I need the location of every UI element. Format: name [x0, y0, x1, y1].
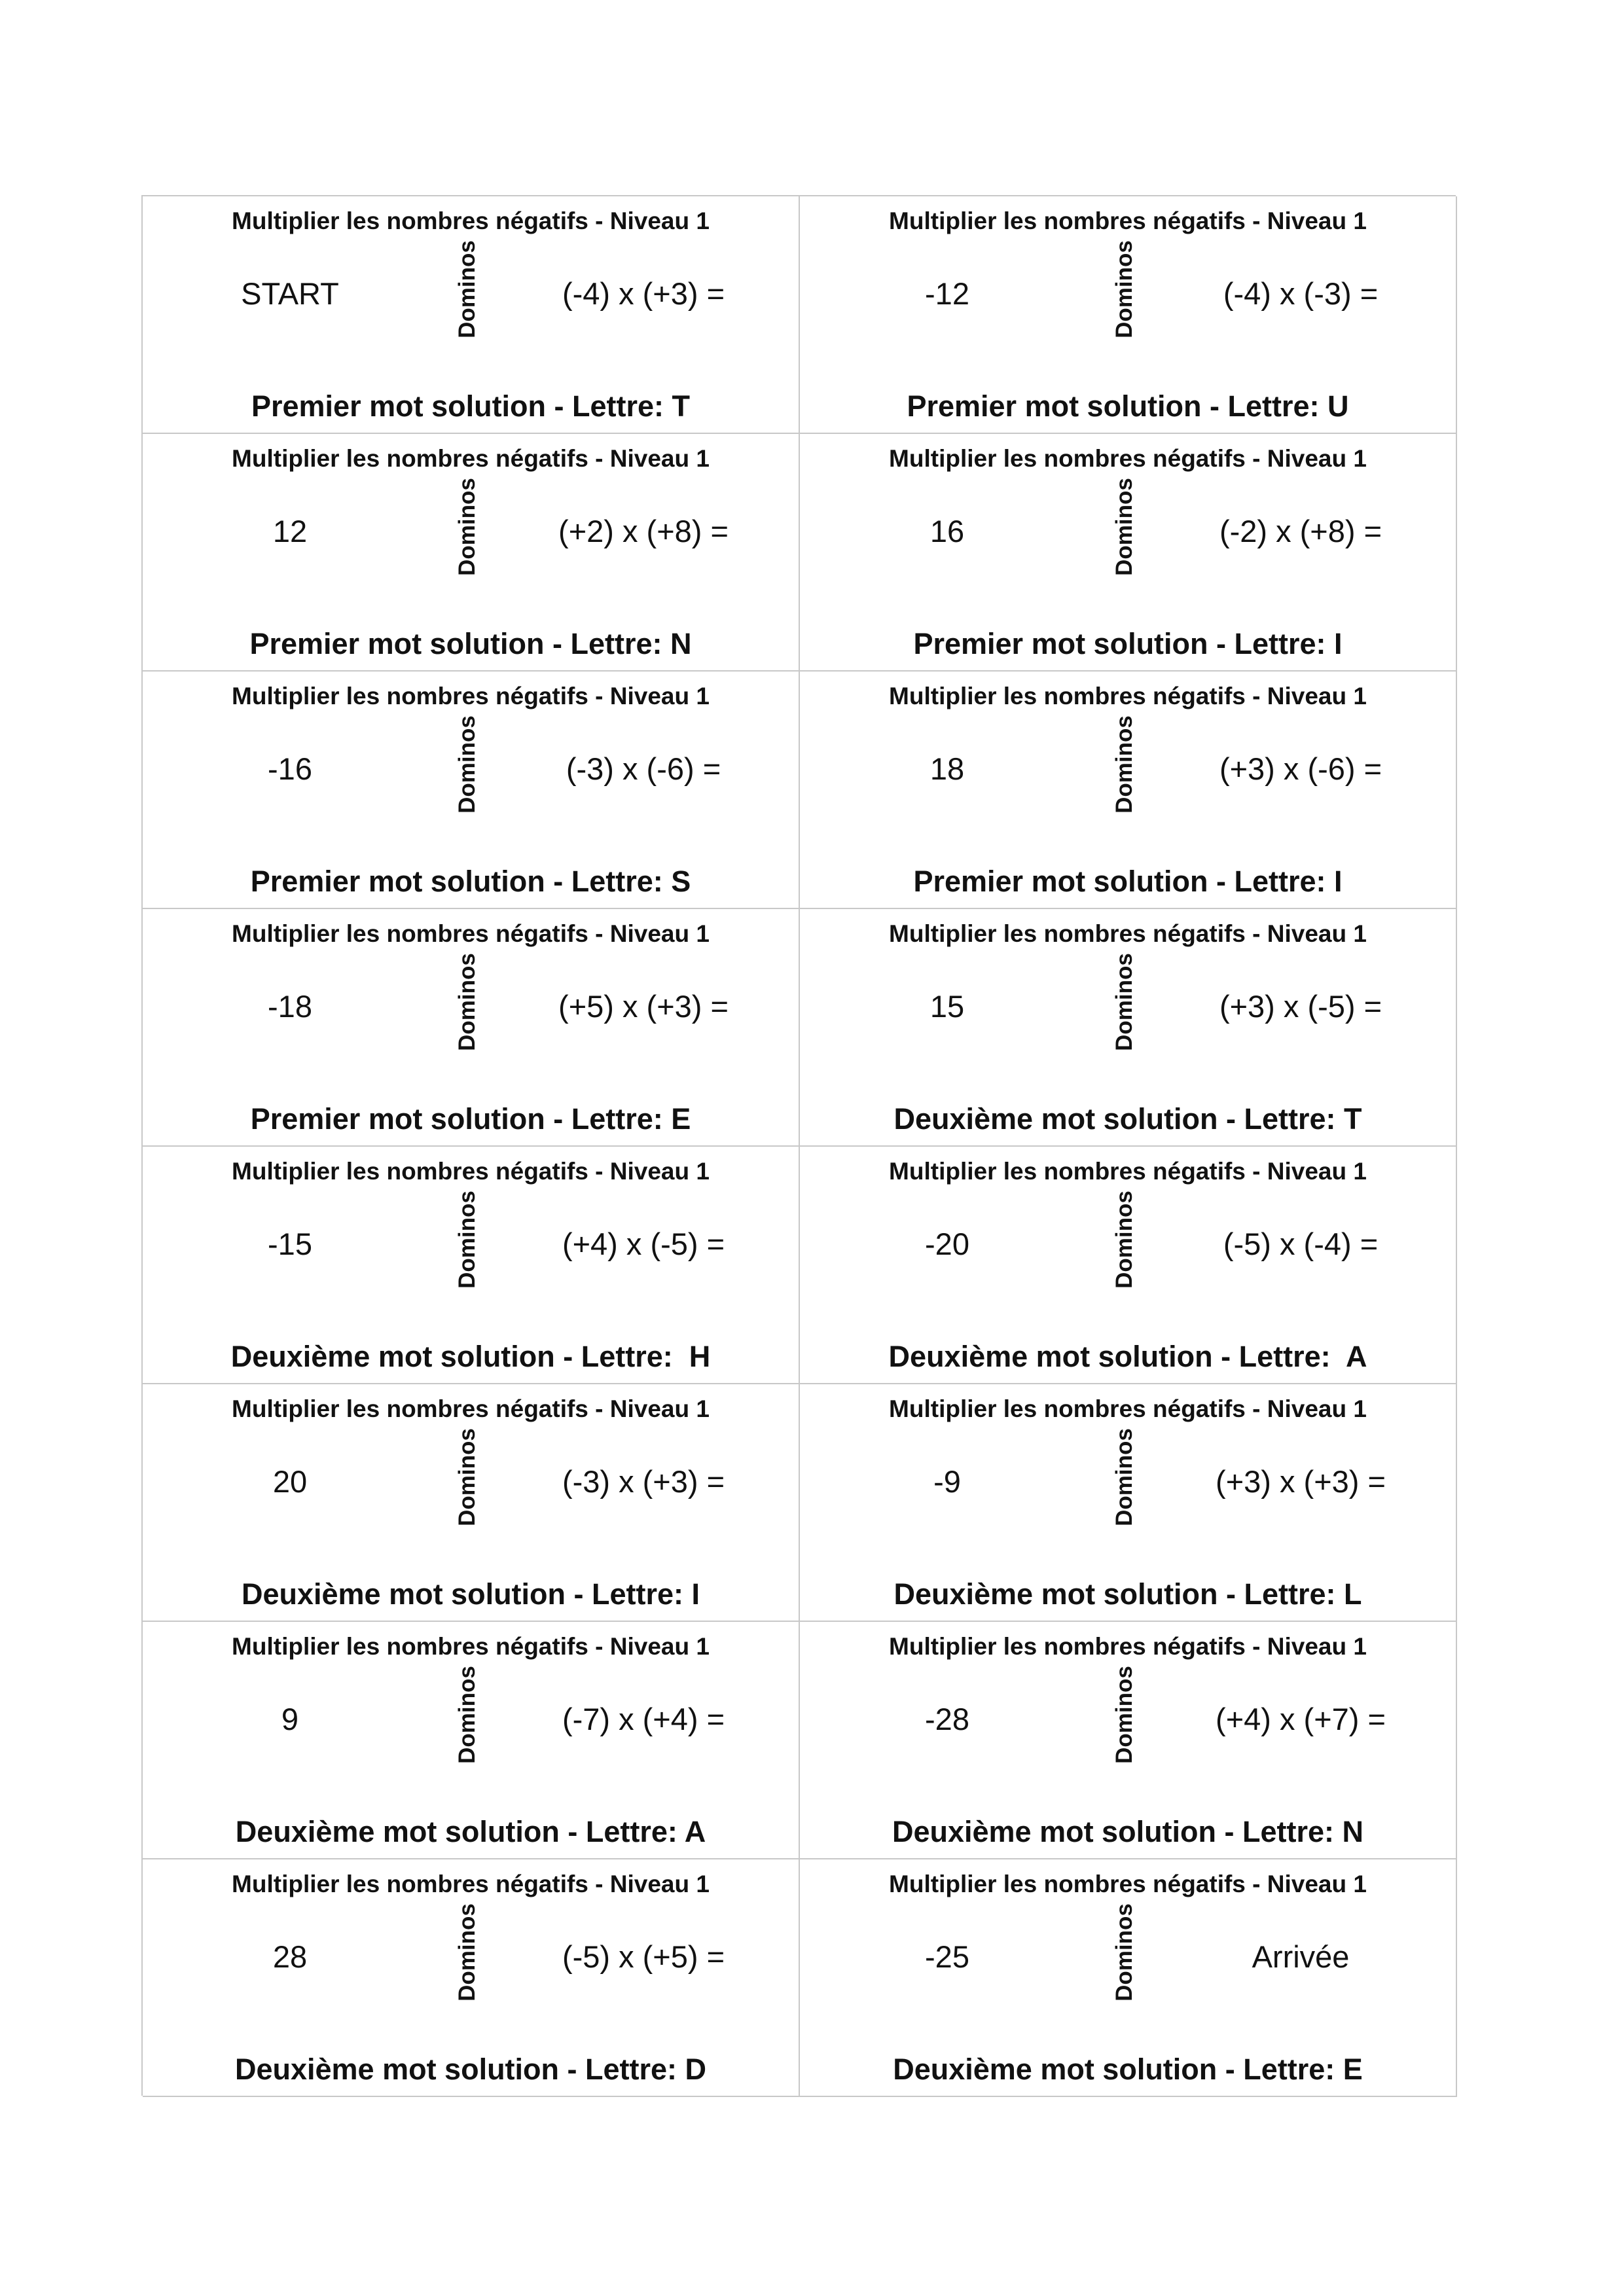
card-footer: Deuxième mot solution - Lettre: N	[892, 1815, 1364, 1848]
card-footer: Premier mot solution - Lettre: U	[907, 389, 1349, 423]
card-question: (-2) x (+8) =	[1219, 514, 1382, 548]
card-spine-label: Dominos	[454, 1191, 480, 1289]
domino-card	[143, 1147, 800, 1384]
domino-card	[800, 672, 1457, 909]
domino-card	[800, 1147, 1457, 1384]
card-answer: 28	[272, 1939, 308, 1974]
card-answer: 9	[281, 1702, 299, 1736]
card-footer: Deuxième mot solution - Lettre: I	[241, 1577, 700, 1611]
card-footer: Deuxième mot solution - Lettre: H	[230, 1340, 711, 1373]
card-spine-label: Dominos	[1111, 953, 1137, 1051]
domino-card	[143, 1384, 800, 1622]
card-footer: Premier mot solution - Lettre: I	[913, 627, 1343, 660]
card-footer: Deuxième mot solution - Lettre: A	[888, 1340, 1367, 1373]
card-spine-label: Dominos	[1111, 1903, 1137, 2001]
domino-card	[143, 909, 800, 1147]
card-header: Multiplier les nombres négatifs - Niveau 1	[232, 920, 710, 947]
card-question: Arrivée	[1252, 1939, 1350, 1974]
card-footer: Premier mot solution - Lettre: I	[913, 865, 1343, 898]
card-answer: -28	[925, 1702, 969, 1736]
card-header: Multiplier les nombres négatifs - Niveau 1	[232, 1395, 710, 1422]
card-header: Multiplier les nombres négatifs - Niveau 1	[889, 445, 1367, 472]
domino-card	[143, 196, 800, 434]
card-question: (-5) x (-4) =	[1223, 1227, 1379, 1261]
card-answer: -12	[925, 276, 969, 311]
card-question: (+5) x (+3) =	[558, 989, 729, 1024]
card-spine-label: Dominos	[454, 715, 480, 814]
card-header: Multiplier les nombres négatifs - Niveau 1	[889, 1158, 1367, 1185]
card-answer: -18	[268, 989, 312, 1024]
domino-card-sheet	[141, 195, 1456, 2096]
card-spine-label: Dominos	[454, 953, 480, 1051]
card-spine-label: Dominos	[454, 240, 480, 338]
card-question: (-4) x (-3) =	[1223, 276, 1379, 311]
card-spine-label: Dominos	[454, 478, 480, 576]
card-spine-label: Dominos	[1111, 1191, 1137, 1289]
card-question: (-4) x (+3) =	[562, 276, 725, 311]
card-answer: -16	[268, 751, 312, 786]
card-question: (+3) x (-5) =	[1219, 989, 1382, 1024]
card-answer: -20	[925, 1227, 969, 1261]
domino-card	[143, 672, 800, 909]
card-spine-label: Dominos	[1111, 478, 1137, 576]
domino-card	[143, 434, 800, 672]
card-header: Multiplier les nombres négatifs - Niveau 1	[232, 207, 710, 234]
card-footer: Premier mot solution - Lettre: T	[251, 389, 691, 423]
card-header: Multiplier les nombres négatifs - Niveau 1	[232, 445, 710, 472]
card-question: (+4) x (+7) =	[1216, 1702, 1386, 1736]
card-question: (-5) x (+5) =	[562, 1939, 725, 1974]
card-footer: Deuxième mot solution - Lettre: D	[234, 2053, 707, 2086]
card-header: Multiplier les nombres négatifs - Niveau 1	[889, 1871, 1367, 1897]
card-footer: Deuxième mot solution - Lettre: L	[893, 1577, 1362, 1611]
card-answer: 15	[929, 989, 965, 1024]
card-header: Multiplier les nombres négatifs - Niveau 1	[232, 1633, 710, 1660]
domino-card	[800, 1384, 1457, 1622]
card-spine-label: Dominos	[1111, 1428, 1137, 1526]
card-spine-label: Dominos	[1111, 715, 1137, 814]
card-answer: 16	[929, 514, 965, 548]
card-header: Multiplier les nombres négatifs - Niveau 1	[232, 1158, 710, 1185]
card-spine-label: Dominos	[454, 1903, 480, 2001]
card-header: Multiplier les nombres négatifs - Niveau 1	[889, 207, 1367, 234]
card-answer: 18	[929, 751, 965, 786]
domino-card	[800, 1622, 1457, 1859]
card-header: Multiplier les nombres négatifs - Niveau 1	[889, 683, 1367, 709]
card-spine-label: Dominos	[454, 1428, 480, 1526]
card-answer: -25	[925, 1939, 969, 1974]
card-footer: Deuxième mot solution - Lettre: A	[235, 1815, 706, 1848]
card-spine-label: Dominos	[1111, 240, 1137, 338]
card-answer: 20	[272, 1464, 308, 1499]
domino-card	[800, 434, 1457, 672]
card-answer: START	[241, 276, 339, 311]
card-footer: Premier mot solution - Lettre: E	[250, 1102, 691, 1136]
card-footer: Deuxième mot solution - Lettre: T	[893, 1102, 1362, 1136]
domino-card	[143, 1859, 800, 2097]
card-question: (+3) x (+3) =	[1216, 1464, 1386, 1499]
card-question: (-3) x (+3) =	[562, 1464, 725, 1499]
domino-card	[800, 196, 1457, 434]
card-spine-label: Dominos	[1111, 1666, 1137, 1764]
card-header: Multiplier les nombres négatifs - Niveau 1	[889, 1633, 1367, 1660]
card-header: Multiplier les nombres négatifs - Niveau 1	[889, 920, 1367, 947]
card-answer: -9	[933, 1464, 961, 1499]
card-footer: Premier mot solution - Lettre: S	[250, 865, 691, 898]
card-header: Multiplier les nombres négatifs - Niveau 1	[889, 1395, 1367, 1422]
card-question: (-3) x (-6) =	[566, 751, 721, 786]
domino-card	[800, 909, 1457, 1147]
card-question: (-7) x (+4) =	[562, 1702, 725, 1736]
card-answer: -15	[268, 1227, 312, 1261]
card-question: (+2) x (+8) =	[558, 514, 729, 548]
domino-card	[800, 1859, 1457, 2097]
domino-card	[143, 1622, 800, 1859]
card-footer: Deuxième mot solution - Lettre: E	[893, 2053, 1363, 2086]
card-answer: 12	[272, 514, 308, 548]
card-header: Multiplier les nombres négatifs - Niveau 1	[232, 1871, 710, 1897]
card-spine-label: Dominos	[454, 1666, 480, 1764]
card-question: (+3) x (-6) =	[1219, 751, 1382, 786]
card-footer: Premier mot solution - Lettre: N	[249, 627, 692, 660]
card-question: (+4) x (-5) =	[562, 1227, 725, 1261]
card-header: Multiplier les nombres négatifs - Niveau 1	[232, 683, 710, 709]
